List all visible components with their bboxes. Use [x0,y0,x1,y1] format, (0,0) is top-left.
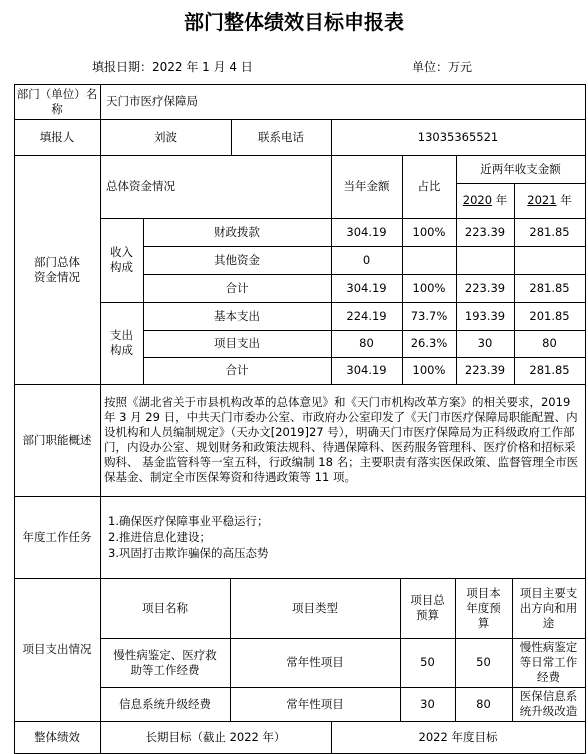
recent-years-header: 近两年收支金额 [480,161,561,176]
fund-row-amount: 304.19 [346,280,387,295]
grid-line [331,721,332,754]
fund-row-amount: 224.19 [346,308,387,323]
grid-line [456,183,586,184]
fund-row-amount: 80 [359,336,374,350]
fund-row-2021: 201.85 [529,308,570,323]
fund-row-2021: 281.85 [529,280,570,295]
project-row-type: 常年性项目 [286,696,344,711]
grid-line [143,330,586,331]
fund-row-name: 基本支出 [214,308,260,323]
grid-line [100,84,101,754]
grid-line [100,687,586,688]
fund-row-name: 合计 [225,363,249,377]
fund-row-2020: 223.39 [464,363,506,377]
project-row-name: 慢性病鉴定、医疗救助等工作经费 [113,647,217,677]
funds-overview-label: 总体资金情况 [106,179,175,193]
project-type-header: 项目类型 [292,600,338,615]
fund-row-ratio: 100% [412,280,446,295]
filler-label: 填报人 [39,129,75,144]
project-year-budget-header: 项目本年度预算 [466,585,501,630]
fund-row-name: 其他资金 [214,252,260,267]
project-name-header: 项目名称 [142,600,188,615]
duty-text: 按照《湖北省关于市县机构改革的总体意见》和《天门市机构改革方案》的相关要求，2019 年 3 月 29 日，中共天门市委办公室、市政府办公室印发了《天门市医疗保障局职能配置、内设机构和人员编制规定》（天办文[2019]27 号），明确天门市医疗保障局为正科级政府工作部门，内设办公室、规划财务和政策法规科、待遇保障科、医药服务管理科、医疗价格和招标采购科、 基金监管科等一室五科，行政编制 18 名；主要职责有落实医保政策、监督管理全市医保基金、制定全市医保筹资和待遇政策等 11 项。 [104,395,579,484]
funds-section-label: 部门总体资金情况 [34,254,80,284]
grid-line [402,155,403,385]
fund-row-2020: 223.39 [464,280,506,295]
grid-line [100,638,586,639]
fund-row-2021 [514,246,585,274]
project-row-direction: 医保信息系统升级改造 [519,689,578,718]
year-2021-suffix: 年 [560,193,572,207]
fund-row-amount: 304.19 [346,224,387,239]
phone-label: 联系电话 [258,129,304,144]
current-amount-header: 当年金额 [343,179,390,193]
project-row-name: 信息系统升级经费 [119,696,211,711]
year-2020-header [456,183,514,218]
projects-label: 项目支出情况 [22,642,92,656]
expense-label: 支出构成 [110,328,133,357]
grid-line [143,357,586,358]
fund-row-2020: 223.39 [464,224,506,239]
dept-value: 天门市医疗保障局 [106,94,198,108]
project-row-year-budget: 80 [476,696,491,711]
year-2020-suffix: 年 [495,193,508,207]
fund-row-amount: 304.19 [346,363,387,377]
fund-row-ratio: 100% [412,363,446,377]
grid-line [230,578,231,722]
project-direction-header: 项目主要支出方向和用途 [519,585,578,630]
grid-line [455,578,456,722]
page-title: 部门整体绩效目标申报表 [184,10,404,34]
fund-row-amount: 0 [362,252,371,267]
task-item: 1.确保医疗保障事业平稳运行； [108,514,269,528]
fund-row-2020: 30 [477,336,493,350]
fund-row-2021: 281.85 [529,363,570,377]
project-row-total: 30 [420,696,435,711]
grid-line [143,246,586,247]
grid-line [143,218,144,385]
fund-row-ratio [402,246,456,274]
dept-label: 部门（单位）名称 [16,86,98,116]
grid-line [400,578,401,722]
project-row-year-budget: 50 [476,655,491,669]
year-2021-header [514,183,585,218]
grid-line [456,155,457,385]
grid-line [514,183,515,385]
task-item: 3.巩固打击欺诈骗保的高压态势 [108,546,269,560]
performance-label: 整体绩效 [34,730,80,744]
fund-row-2020 [456,246,514,274]
grid-line [512,578,513,722]
fund-row-ratio: 73.7% [410,308,448,323]
grid-line [143,274,586,275]
project-row-total: 50 [420,655,435,669]
ratio-header: 占比 [417,179,441,193]
task-item: 2.推进信息化建设； [108,530,211,544]
grid-line [585,84,586,754]
annual-goal-header: 2022 年度目标 [418,730,498,744]
fund-row-2021: 281.85 [529,224,570,239]
fund-row-ratio: 100% [412,224,446,239]
fund-row-2021: 80 [542,336,557,350]
tasks-label: 年度工作任务 [22,529,92,544]
fund-row-name: 合计 [225,280,249,295]
unit-label: 单位：万元 [412,60,473,74]
phone-value: 13035365521 [417,129,499,144]
project-row-type: 常年性项目 [286,655,344,669]
filler-name: 刘波 [154,129,177,144]
grid-line [331,155,332,385]
grid-line [231,119,232,156]
fund-row-name: 财政拨款 [214,224,260,239]
year-2021-value: 2021 [527,193,557,207]
report-date: 填报日期：2022 年 1 月 4 日 [92,60,253,74]
project-row-direction: 慢性病鉴定等日常工作经费 [519,640,578,684]
duty-label: 部门职能概述 [22,432,92,447]
grid-line [14,84,15,754]
income-label: 收入构成 [110,245,133,274]
grid-line [331,119,332,156]
tasks-list [100,496,585,578]
fund-row-name: 项目支出 [214,336,260,350]
fund-row-2020: 193.39 [464,308,506,323]
project-total-header: 项目总预算 [410,593,445,622]
year-2020-value: 2020 [462,193,493,207]
long-term-goal-header: 长期目标（截止 2022 年） [145,730,286,744]
fund-row-ratio: 26.3% [410,336,448,350]
